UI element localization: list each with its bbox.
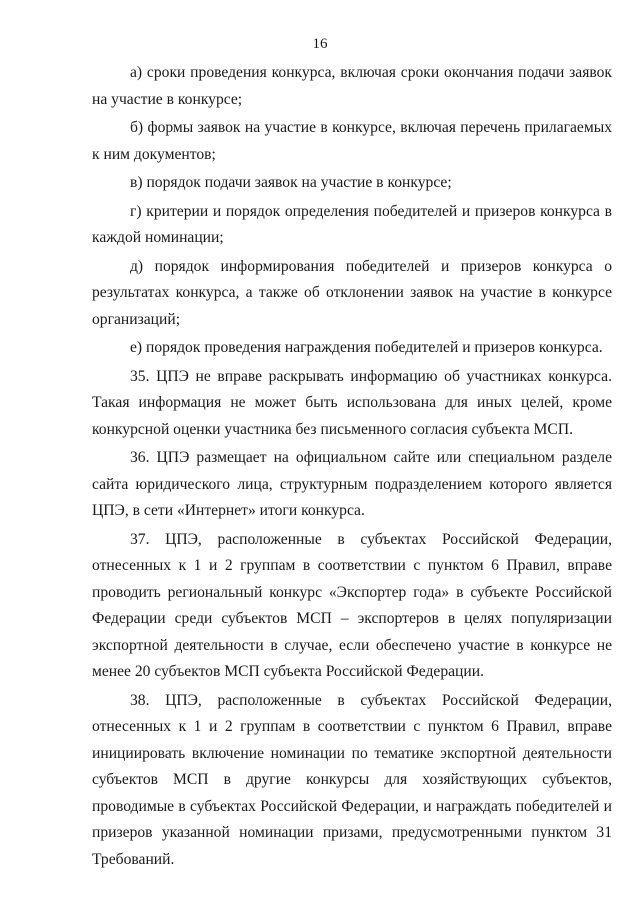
paragraph-item-g: г) критерии и порядок определения победителей и призеров конкурса в каждой номинации; bbox=[92, 202, 612, 246]
paragraph-38: 38. ЦПЭ, расположенные в субъектах Российской Федерации, отнесенных к 1 и 2 группам в соответствии с пунктом 6 Правил, вправе инициировать включение номинации по тематике экспортной деятельности субъектов МСП в другие конкурсы для хозяйствующих субъектов, проводимые в субъектах Российской Федерации, и награждать победителей и призеров указанной номинации призами, предусмотренными пунктом 31 Требований. bbox=[92, 691, 612, 868]
page-number: 16 bbox=[312, 36, 328, 52]
paragraph-item-b: б) формы заявок на участие в конкурсе, включая перечень прилагаемых к ним документов; bbox=[92, 119, 612, 163]
paragraph-37: 37. ЦПЭ, расположенные в субъектах Российской Федерации, отнесенных к 1 и 2 группам в соответствии с пунктом 6 Правил, вправе проводить региональный конкурс «Экспортер года» в субъекте Российской Федерации среди субъектов МСП – экспортеров в целях популяризации экспортной деятельности в случае, если обеспечено участие в конкурсе не менее 20 субъектов МСП субъекта Российской Федерации. bbox=[92, 530, 612, 680]
paragraph-36: 36. ЦПЭ размещает на официальном сайте или специальном разделе сайта юридического лица, структурным подразделением которого является ЦПЭ, в сети «Интернет» итоги конкурса. bbox=[92, 449, 612, 519]
paragraph-item-a: а) сроки проведения конкурса, включая сроки окончания подачи заявок на участие в конкурсе; bbox=[92, 64, 612, 108]
paragraph-item-d: д) порядок информирования победителей и призеров конкурса о результатах конкурса, а также об отклонении заявок на участие в конкурсе организаций; bbox=[92, 257, 612, 328]
paragraph-item-v: в) порядок подачи заявок на участие в конкурсе; bbox=[130, 174, 452, 191]
document-body bbox=[92, 60, 612, 875]
paragraph-item-e: е) порядок проведения награждения победителей и призеров конкурса. bbox=[130, 339, 603, 356]
paragraph-35: 35. ЦПЭ не вправе раскрывать информацию об участниках конкурса. Такая информация не может быть использована для иных целей, кроме конкурсной оценки участника без письменного согласия субъекта МСП. bbox=[92, 367, 612, 438]
